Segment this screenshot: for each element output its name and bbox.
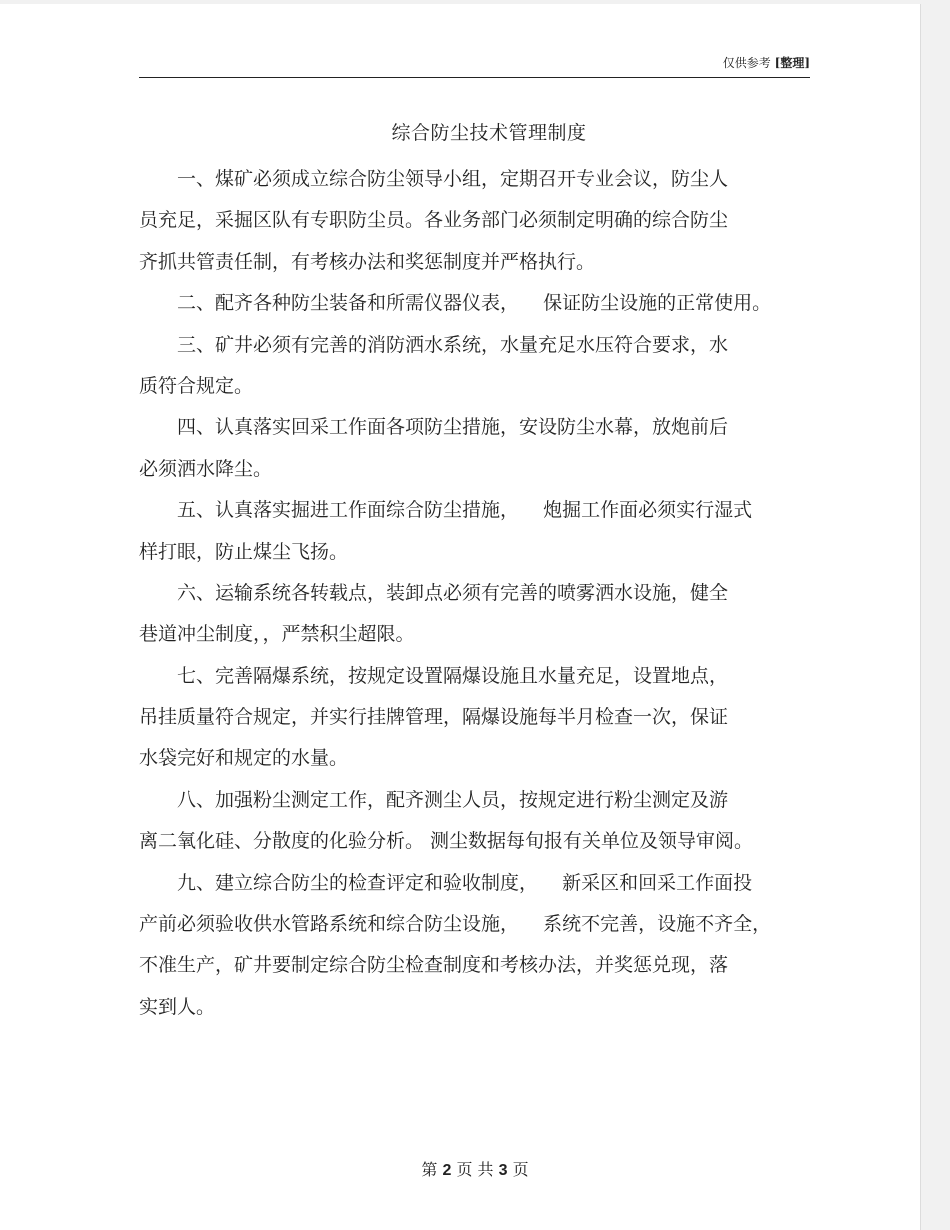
text-line: 必须洒水降尘。 bbox=[139, 457, 273, 480]
text-line: 六、运输系统各转载点，装卸点必须有完善的喷雾洒水设施，健全 bbox=[139, 581, 729, 604]
text-line: 样打眼，防止煤尘飞扬。 bbox=[139, 540, 349, 563]
text-line: 不准生产，矿井要制定综合防尘检查制度和考核办法，并奖惩兑现，落 bbox=[139, 954, 729, 977]
text-line: 离二氧化硅、分散度的化验分析。 测尘数据每旬报有关单位及领导审阅。 bbox=[139, 830, 754, 853]
text-line: 九、建立综合防尘的检查评定和验收制度， 新采区和回采工作面投 bbox=[139, 871, 753, 894]
text-line: 水袋完好和规定的水量。 bbox=[139, 747, 349, 770]
footer-middle: 页 共 bbox=[456, 1160, 494, 1179]
header-rule bbox=[139, 77, 810, 78]
text-line: 四、认真落实回采工作面各项防尘措施，安设防尘水幕，放炮前后 bbox=[139, 416, 729, 439]
text-line: 吊挂质量符合规定，并实行挂牌管理，隔爆设施每半月检查一次，保证 bbox=[139, 706, 729, 729]
header-text: 仅供参考 bbox=[722, 56, 771, 70]
page-header bbox=[139, 54, 810, 74]
footer-page-number: 2 bbox=[442, 1162, 452, 1179]
text-line: 质符合规定。 bbox=[139, 374, 254, 397]
text-line: 巷道冲尘制度，，严禁积尘超限。 bbox=[139, 623, 415, 646]
text-line: 二、配齐各种防尘装备和所需仪器仪表， 保证防尘设施的正常使用。 bbox=[139, 292, 772, 315]
footer-prefix: 第 bbox=[421, 1160, 438, 1179]
text-line: 三、矿井必须有完善的消防洒水系统，水量充足水压符合要求，水 bbox=[139, 333, 729, 356]
text-line: 七、完善隔爆系统，按规定设置隔爆设施且水量充足，设置地点， bbox=[139, 664, 729, 687]
document-body bbox=[139, 159, 839, 1028]
footer-total-pages: 3 bbox=[498, 1162, 508, 1179]
footer-suffix: 页 bbox=[512, 1160, 529, 1179]
text-line: 齐抓共管责任制，有考核办法和奖惩制度并严格执行。 bbox=[139, 250, 596, 273]
text-line: 产前必须验收供水管路系统和综合防尘设施， 系统不完善，设施不齐全， bbox=[139, 913, 772, 936]
text-line: 五、认真落实掘进工作面综合防尘措施， 炮掘工作面必须实行湿式 bbox=[139, 499, 753, 522]
text-line: 实到人。 bbox=[139, 995, 216, 1018]
text-line: 八、加强粉尘测定工作，配齐测尘人员，按规定进行粉尘测定及游 bbox=[139, 788, 729, 811]
header-tag: [整理] bbox=[774, 56, 810, 70]
document-page bbox=[0, 4, 921, 1230]
page-footer bbox=[0, 1157, 950, 1180]
document-title: 综合防尘技术管理制度 bbox=[391, 122, 587, 144]
text-line: 一、煤矿必须成立综合防尘领导小组，定期召开专业会议，防尘人 bbox=[139, 168, 729, 190]
text-line: 员充足，采掘区队有专职防尘员。各业务部门必须制定明确的综合防尘 bbox=[139, 209, 729, 232]
